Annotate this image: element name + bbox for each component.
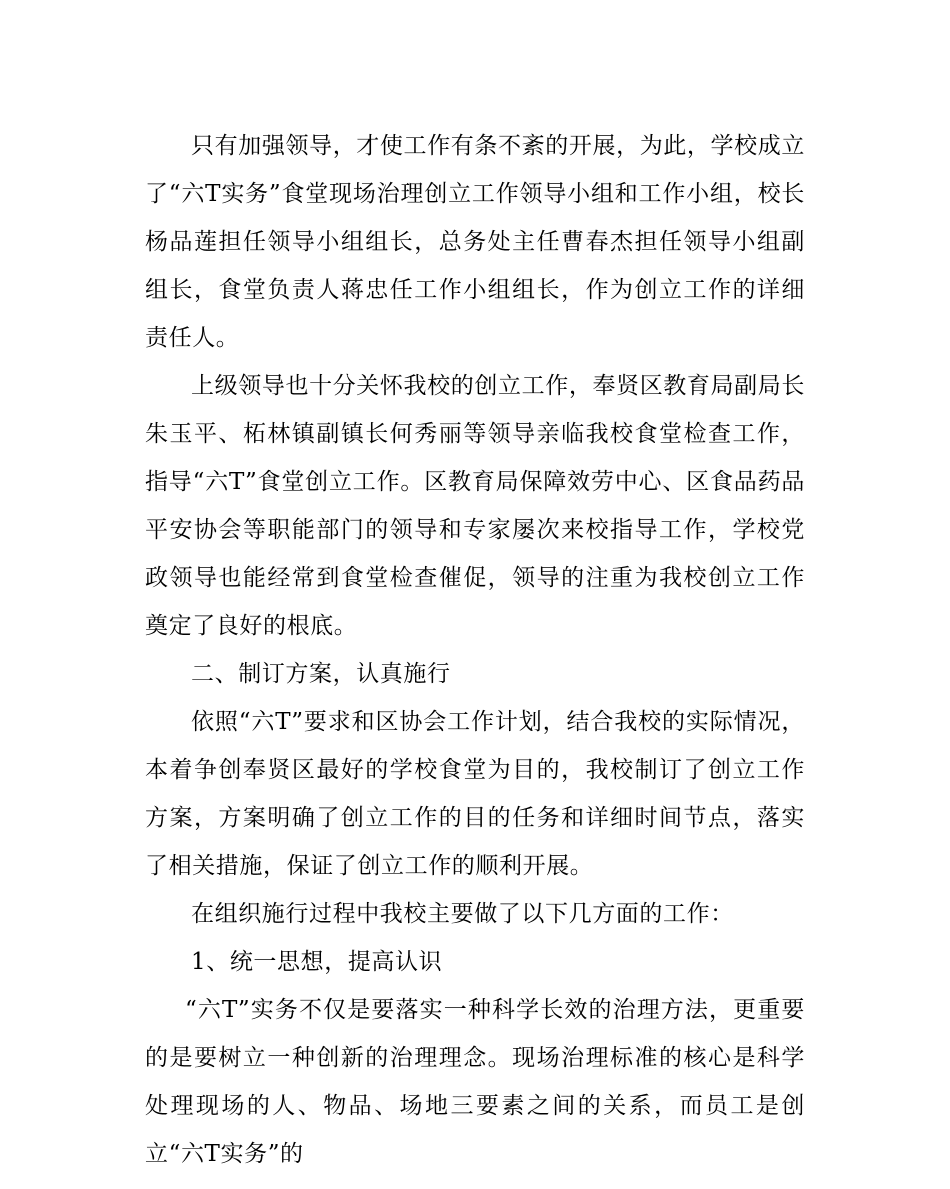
- paragraph-implementation-intro: 在组织施行过程中我校主要做了以下几方面的工作：: [191, 901, 734, 927]
- section-heading-plan: 二、制订方案，认真施行: [191, 661, 451, 687]
- paragraph-superior-support: 上级领导也十分关怀我校的创立工作，奉贤区教育局副局长朱玉平、柘林镇副镇长何秀丽等领导亲临我校食堂检查工作，指导“六T”食堂创立工作。区教育局保障效劳中心、区食品药品平安协会等职能部门的领导和专家屡次来校指导工作，学校党政领导也能经常到食堂检查催促，领导的注重为我校创立工作奠定了良好的根底。: [145, 373, 805, 639]
- paragraph-plan-details: 依照“六T”要求和区协会工作计划，结合我校的实际情况，本着争创奉贤区最好的学校食堂为目的，我校制订了创立工作方案，方案明确了创立工作的目的任务和详细时间节点，落实了相关措施，保证了创立工作的顺利开展。: [145, 709, 805, 879]
- document-body: [145, 122, 805, 1178]
- paragraph-6t-concept: “六T”实务不仅是要落实一种科学长效的治理方法，更重要的是要树立一种创新的治理理念。现场治理标准的核心是科学处理现场的人、物品、场地三要素之间的关系，而员工是创立“六T实务”的: [145, 997, 805, 1167]
- paragraph-leadership-group: 只有加强领导，才使工作有条不紊的开展，为此，学校成立了“六T实务”食堂现场治理创立工作领导小组和工作小组，校长杨品莲担任领导小组组长，总务处主任曹春杰担任领导小组副组长，食堂负责人蒋忠任工作小组组长，作为创立工作的详细责任人。: [145, 133, 805, 351]
- subheading-unify-thinking: 1、统一思想，提高认识: [191, 949, 443, 975]
